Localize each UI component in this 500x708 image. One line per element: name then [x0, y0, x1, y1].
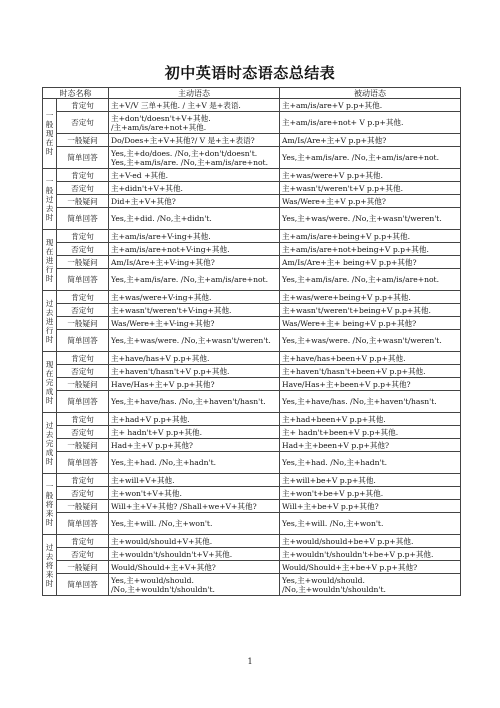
active-voice-cell: 主+was/were+V-ing+其他. — [109, 291, 280, 304]
active-voice-cell: Yes,主+do/does. /No,主+don't/doesn't. Yes,主+am/is/are. /No,主+am/is/are+not. — [109, 147, 280, 169]
active-voice-cell: 主+had+V p.p+其他. — [109, 413, 280, 426]
passive-voice-cell: Yes,主+am/is/are. /No,主+am/is/are+not. — [280, 147, 461, 169]
tense-name-cell: 现 在 进 行 时 — [43, 230, 57, 291]
active-voice-cell: Yes,主+was/were. /No,主+wasn't/weren't. — [109, 330, 280, 352]
passive-voice-cell: Yes,主+have/has. /No,主+haven't/hasn't. — [280, 391, 461, 413]
passive-voice-cell: 主+will+be+V p.p+其他. — [280, 474, 461, 487]
sentence-type-cell: 简单回答 — [57, 147, 109, 169]
active-voice-cell: Did+主+V+其他? — [109, 195, 280, 208]
active-voice-cell: Would/Should+主+V+其他? — [109, 561, 280, 574]
tense-name-cell: 过 去 完 成 时 — [43, 413, 57, 474]
sentence-type-cell: 简单回答 — [57, 452, 109, 474]
table-row — [43, 561, 461, 574]
passive-voice-cell: Have/Has+主+been+V p.p+其他? — [280, 378, 461, 391]
tense-voice-table — [42, 87, 461, 596]
passive-voice-cell: Yes,主+had. /No,主+hadn't. — [280, 452, 461, 474]
passive-voice-cell: Will+主+be+V p.p+其他? — [280, 500, 461, 513]
active-voice-cell: Yes,主+had. /No,主+hadn't. — [109, 452, 280, 474]
sentence-type-cell: 肯定句 — [57, 99, 109, 112]
passive-voice-cell: Yes,主+was/were. /No,主+wasn't/weren't. — [280, 330, 461, 352]
page-number: 1 — [247, 657, 253, 666]
active-voice-cell: Yes,主+am/is/are. /No,主+am/is/are+not. — [109, 269, 280, 291]
passive-voice-cell: Am/Is/Are+主+V p.p+其他? — [280, 134, 461, 147]
table-row — [43, 413, 461, 426]
passive-voice-cell: 主+am/is/are+V p.p+其他. — [280, 99, 461, 112]
active-voice-cell: 主+V-ed +其他. — [109, 169, 280, 182]
sentence-type-cell: 简单回答 — [57, 269, 109, 291]
table-row — [43, 391, 461, 413]
sentence-type-cell: 否定句 — [57, 304, 109, 317]
passive-voice-cell: 主+was/were+being+V p.p+其他. — [280, 291, 461, 304]
active-voice-cell: 主+am/is/are+V-ing+其他. — [109, 230, 280, 243]
sentence-type-cell: 肯定句 — [57, 169, 109, 182]
sentence-type-cell: 一般疑问 — [57, 195, 109, 208]
table-row — [43, 99, 461, 112]
sentence-type-cell: 肯定句 — [57, 413, 109, 426]
table-row — [43, 195, 461, 208]
active-voice-cell: Am/Is/Are+主+V-ing+其他? — [109, 256, 280, 269]
table-row — [43, 474, 461, 487]
table-row — [43, 574, 461, 596]
table-row — [43, 269, 461, 291]
passive-voice-cell: 主+am/is/are+not+ V p.p+其他. — [280, 112, 461, 134]
document-title: 初中英语时态语态总结表 — [164, 64, 336, 82]
active-voice-cell: 主+didn't+V+其他. — [109, 182, 280, 195]
passive-voice-cell: 主+was/were+V p.p+其他. — [280, 169, 461, 182]
table-row — [43, 304, 461, 317]
table-row — [43, 147, 461, 169]
table-row — [43, 330, 461, 352]
sentence-type-cell: 简单回答 — [57, 208, 109, 230]
passive-voice-cell: 主+had+been+V p.p+其他. — [280, 413, 461, 426]
sentence-type-cell: 一般疑问 — [57, 317, 109, 330]
table-row — [43, 112, 461, 134]
active-voice-cell: Have/Has+主+V p.p+其他? — [109, 378, 280, 391]
sentence-type-cell: 否定句 — [57, 487, 109, 500]
active-voice-cell: 主+ hadn't+V p.p+其他. — [109, 426, 280, 439]
table-row — [43, 230, 461, 243]
table-row — [43, 291, 461, 304]
table-row — [43, 535, 461, 548]
passive-voice-cell: 主+haven't/hasn't+been+V p.p+其他. — [280, 365, 461, 378]
active-voice-cell: 主+don't/doesn't+V+其他. /主+am/is/are+not+其他. — [109, 112, 280, 134]
active-voice-cell: Yes,主+have/has. /No,主+haven't/hasn't. — [109, 391, 280, 413]
table-row — [43, 256, 461, 269]
active-voice-cell: Had+主+V p.p+其他? — [109, 439, 280, 452]
header-active-voice: 主动语态 — [109, 88, 280, 99]
active-voice-cell: Was/Were+主+V-ing+其他? — [109, 317, 280, 330]
sentence-type-cell: 一般疑问 — [57, 134, 109, 147]
table-row — [43, 317, 461, 330]
passive-voice-cell: 主+wouldn't/shouldn't+be+V p.p+其他. — [280, 548, 461, 561]
tense-name-cell: 现 在 完 成 时 — [43, 352, 57, 413]
passive-voice-cell: Would/Should+主+be+V p.p+其他? — [280, 561, 461, 574]
passive-voice-cell: 主+have/has+been+V p.p+其他. — [280, 352, 461, 365]
table-row — [43, 452, 461, 474]
sentence-type-cell: 否定句 — [57, 243, 109, 256]
sentence-type-cell: 一般疑问 — [57, 256, 109, 269]
active-voice-cell: Yes,主+will. /No,主+won't. — [109, 513, 280, 535]
active-voice-cell: 主+will+V+其他. — [109, 474, 280, 487]
table-row — [43, 426, 461, 439]
table-row — [43, 487, 461, 500]
table-row — [43, 169, 461, 182]
passive-voice-cell: 主+won't+be+V p.p+其他. — [280, 487, 461, 500]
table-row — [43, 182, 461, 195]
passive-voice-cell: 主+wasn't/weren't+V p.p+其他. — [280, 182, 461, 195]
tense-name-cell: 一 般 过 去 时 — [43, 169, 57, 230]
header-passive-voice: 被动语态 — [280, 88, 461, 99]
passive-voice-cell: Had+主+been+V p.p+其他? — [280, 439, 461, 452]
sentence-type-cell: 肯定句 — [57, 474, 109, 487]
tense-name-cell: 过 去 将 来 时 — [43, 535, 57, 596]
active-voice-cell: 主+would/should+V+其他. — [109, 535, 280, 548]
sentence-type-cell: 否定句 — [57, 365, 109, 378]
sentence-type-cell: 简单回答 — [57, 513, 109, 535]
sentence-type-cell: 肯定句 — [57, 352, 109, 365]
sentence-type-cell: 肯定句 — [57, 535, 109, 548]
header-tense-name: 时态名称 — [43, 88, 109, 99]
table-row — [43, 513, 461, 535]
table-row — [43, 500, 461, 513]
sentence-type-cell: 否定句 — [57, 112, 109, 134]
active-voice-cell: Will+主+V+其他? /Shall+we+V+其他? — [109, 500, 280, 513]
sentence-type-cell: 否定句 — [57, 426, 109, 439]
table-row — [43, 208, 461, 230]
table-row — [43, 548, 461, 561]
passive-voice-cell: Yes,主+am/is/are. /No,主+am/is/are+not. — [280, 269, 461, 291]
passive-voice-cell: Was/Were+主+V p.p+其他? — [280, 195, 461, 208]
table-row — [43, 243, 461, 256]
passive-voice-cell: Yes,主+was/were. /No,主+wasn't/weren't. — [280, 208, 461, 230]
passive-voice-cell: 主+am/is/are+not+being+V p.p+其他. — [280, 243, 461, 256]
active-voice-cell: 主+am/is/are+not+V-ing+其他. — [109, 243, 280, 256]
active-voice-cell: Do/Does+主+V+其他?/ V 是+主+表语? — [109, 134, 280, 147]
sentence-type-cell: 肯定句 — [57, 230, 109, 243]
passive-voice-cell: Yes,主+would/should. /No,主+wouldn't/shouldn't. — [280, 574, 461, 596]
table-row — [43, 134, 461, 147]
active-voice-cell: 主+V/V 三单+其他. / 主+V 是+表语. — [109, 99, 280, 112]
active-voice-cell: 主+wouldn't/shouldn't+V+其他. — [109, 548, 280, 561]
sentence-type-cell: 一般疑问 — [57, 378, 109, 391]
sentence-type-cell: 简单回答 — [57, 574, 109, 596]
tense-name-cell: 过 去 进 行 时 — [43, 291, 57, 352]
active-voice-cell: Yes,主+would/should. /No,主+wouldn't/shouldn't. — [109, 574, 280, 596]
table-row — [43, 352, 461, 365]
passive-voice-cell: Was/Were+主+ being+V p.p+其他? — [280, 317, 461, 330]
passive-voice-cell: Am/Is/Are+主+ being+V p.p+其他? — [280, 256, 461, 269]
sentence-type-cell: 肯定句 — [57, 291, 109, 304]
sentence-type-cell: 否定句 — [57, 182, 109, 195]
active-voice-cell: 主+won't+V+其他. — [109, 487, 280, 500]
active-voice-cell: 主+have/has+V p.p+其他. — [109, 352, 280, 365]
table-header-row — [43, 88, 461, 99]
tense-name-cell: 一 般 现 在 时 — [43, 99, 57, 169]
active-voice-cell: 主+wasn't/weren't+V-ing+其他. — [109, 304, 280, 317]
passive-voice-cell: 主+wasn't/weren't+being+V p.p+其他. — [280, 304, 461, 317]
passive-voice-cell: 主+ hadn't+been+V p.p+其他. — [280, 426, 461, 439]
passive-voice-cell: Yes,主+will. /No,主+won't. — [280, 513, 461, 535]
table-row — [43, 439, 461, 452]
passive-voice-cell: 主+would/should+be+V p.p+其他. — [280, 535, 461, 548]
tense-name-cell: 一 般 将 来 时 — [43, 474, 57, 535]
active-voice-cell: 主+haven't/hasn't+V p.p+其他. — [109, 365, 280, 378]
passive-voice-cell: 主+am/is/are+being+V p.p+其他. — [280, 230, 461, 243]
sentence-type-cell: 简单回答 — [57, 330, 109, 352]
sentence-type-cell: 否定句 — [57, 548, 109, 561]
table-row — [43, 378, 461, 391]
sentence-type-cell: 一般疑问 — [57, 561, 109, 574]
sentence-type-cell: 简单回答 — [57, 391, 109, 413]
active-voice-cell: Yes,主+did. /No,主+didn't. — [109, 208, 280, 230]
table-row — [43, 365, 461, 378]
sentence-type-cell: 一般疑问 — [57, 439, 109, 452]
sentence-type-cell: 一般疑问 — [57, 500, 109, 513]
